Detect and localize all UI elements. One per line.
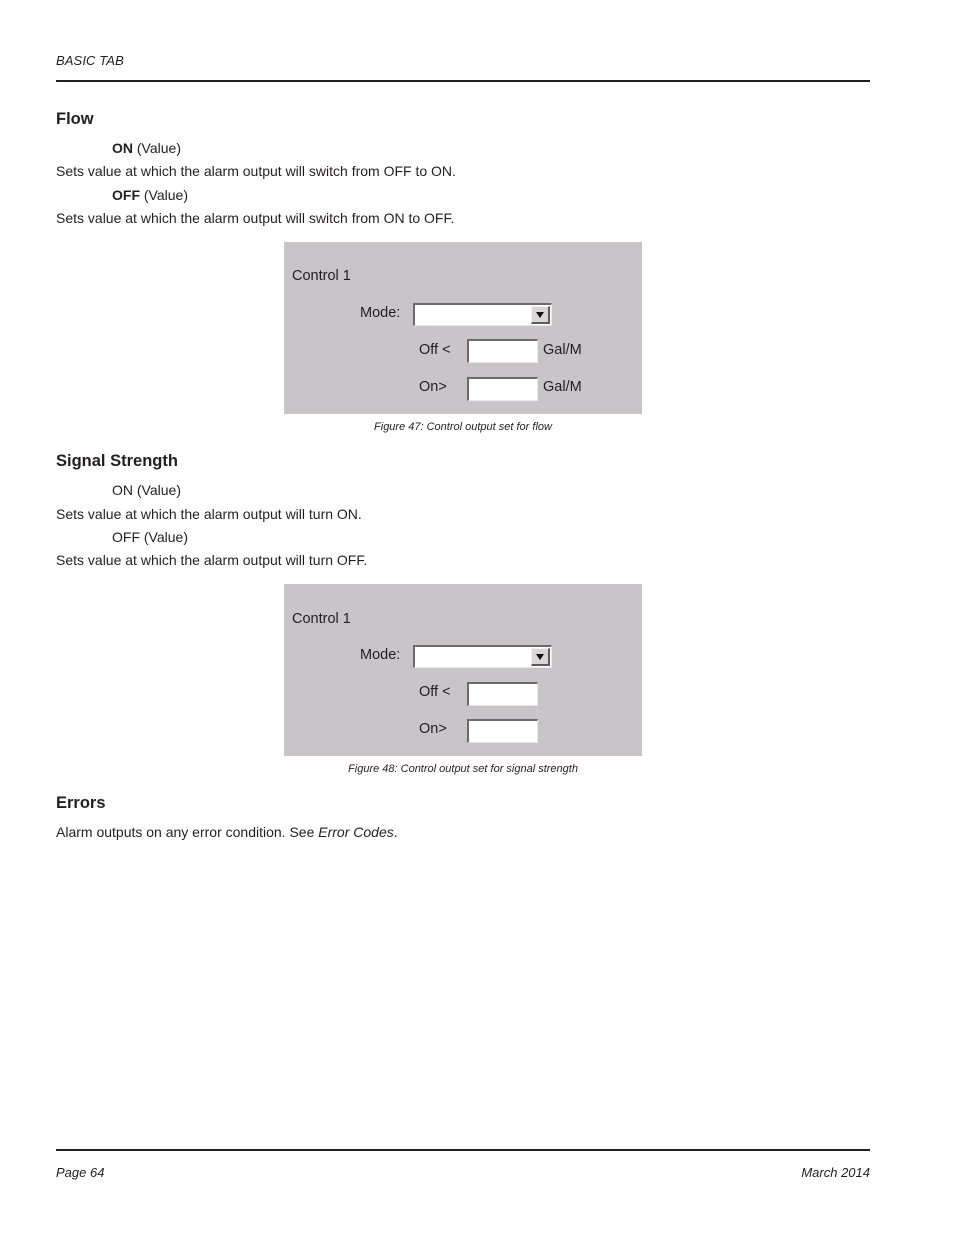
errors-desc — [56, 824, 398, 840]
mode-select[interactable] — [413, 645, 552, 668]
signal-off-term: OFF (Value) — [112, 529, 188, 545]
on-unit: Gal/M — [543, 379, 582, 395]
control-title: Control 1 — [292, 268, 351, 284]
off-value-input[interactable] — [467, 339, 538, 363]
header-rule — [56, 80, 870, 82]
flow-on-term-suffix: (Value) — [133, 140, 181, 156]
flow-control-panel — [284, 242, 642, 414]
off-unit: Gal/M — [543, 342, 582, 358]
mode-label: Mode: — [360, 305, 401, 321]
flow-on-desc: Sets value at which the alarm output will switch from OFF to ON. — [56, 163, 456, 179]
flow-on-term — [112, 140, 181, 156]
on-label: On> — [419, 379, 447, 395]
signal-on-desc: Sets value at which the alarm output will turn ON. — [56, 506, 362, 522]
flow-on-term-label: ON — [112, 140, 133, 156]
footer-rule — [56, 1149, 870, 1151]
flow-heading: Flow — [56, 110, 94, 128]
publication-date: March 2014 — [801, 1165, 870, 1180]
errors-heading: Errors — [56, 794, 106, 812]
on-value-input[interactable] — [467, 719, 538, 743]
mode-select[interactable] — [413, 303, 552, 326]
signal-strength-heading: Signal Strength — [56, 452, 178, 470]
page-number: Page 64 — [56, 1165, 105, 1180]
mode-select-button[interactable] — [531, 306, 550, 324]
signal-off-desc: Sets value at which the alarm output will turn OFF. — [56, 552, 368, 568]
mode-select-button[interactable] — [531, 648, 550, 666]
errors-desc-text: Alarm outputs on any error condition. See — [56, 824, 319, 840]
signal-on-term: ON (Value) — [112, 482, 181, 498]
control-title: Control 1 — [292, 611, 351, 627]
on-value-input[interactable] — [467, 377, 538, 401]
flow-off-term-label: OFF — [112, 187, 140, 203]
error-codes-link[interactable]: Error Codes — [318, 824, 394, 840]
figure-48-caption: Figure 48: Control output set for signal strength — [348, 763, 578, 775]
flow-off-desc: Sets value at which the alarm output will switch from ON to OFF. — [56, 210, 455, 226]
figure-47-caption: Figure 47: Control output set for flow — [374, 421, 552, 433]
chevron-down-icon — [536, 654, 544, 660]
off-value-input[interactable] — [467, 682, 538, 706]
off-label: Off < — [419, 684, 451, 700]
errors-desc-end: . — [393, 824, 398, 840]
flow-off-term-suffix: (Value) — [140, 187, 188, 203]
signal-control-panel — [284, 584, 642, 756]
running-header: BASIC TAB — [56, 53, 124, 68]
off-label: Off < — [419, 342, 451, 358]
chevron-down-icon — [536, 312, 544, 318]
mode-label: Mode: — [360, 647, 401, 663]
flow-off-term — [112, 187, 188, 203]
on-label: On> — [419, 721, 447, 737]
